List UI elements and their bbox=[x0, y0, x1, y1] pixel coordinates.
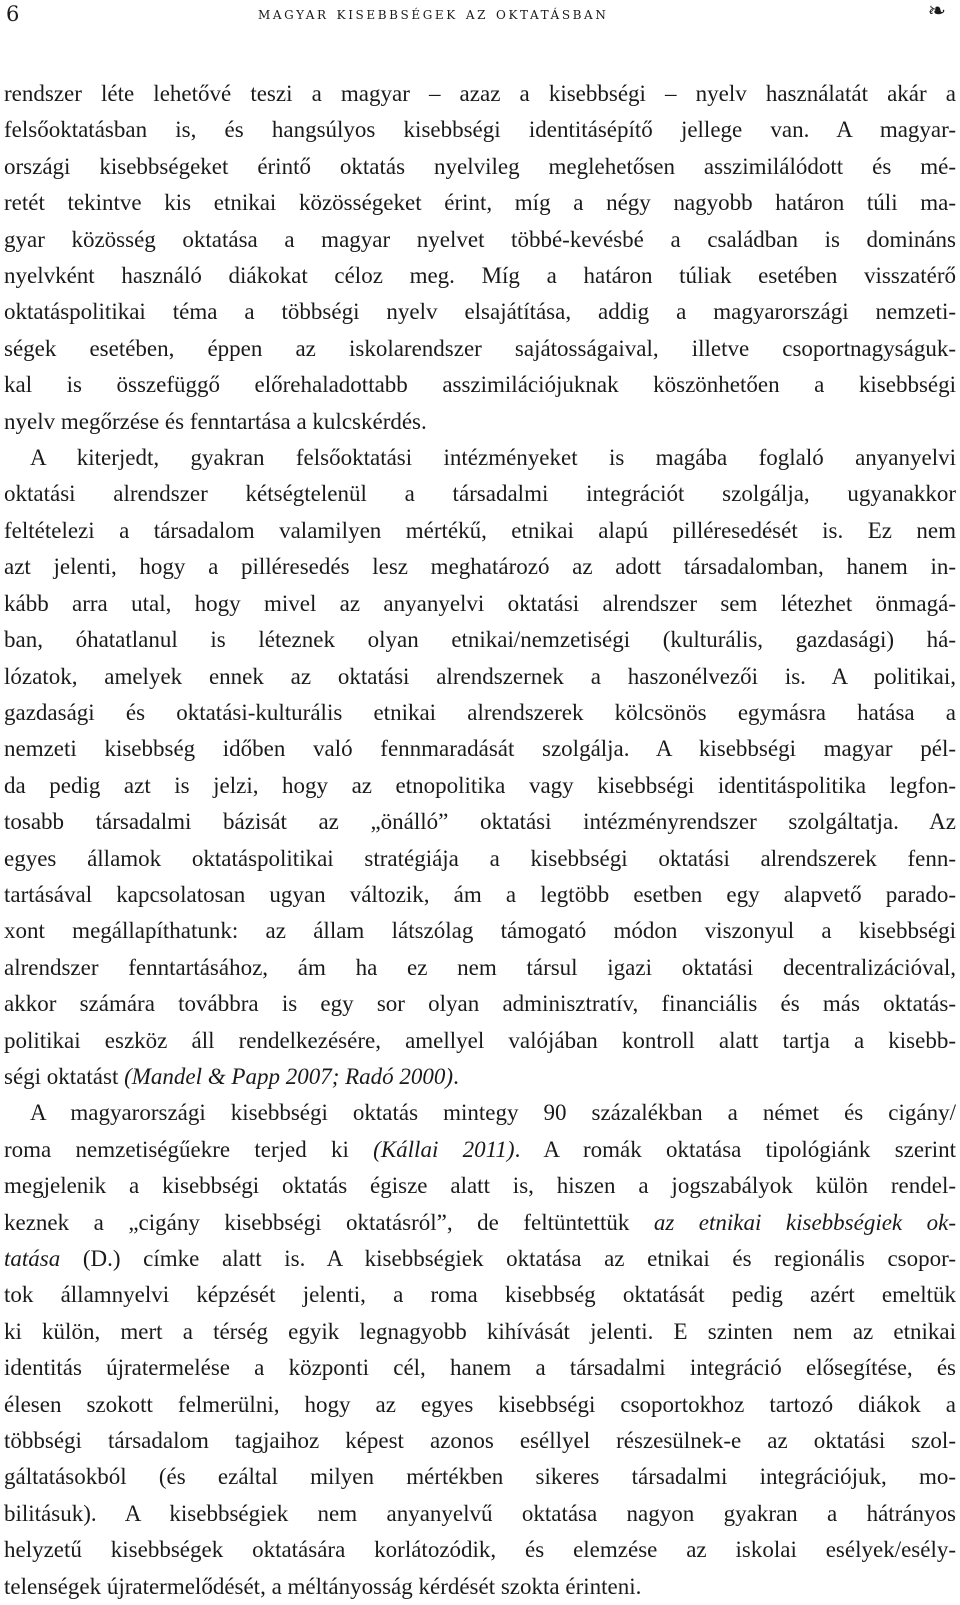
text-line: identitás újratermelése a központi cél, hanem a társadalmi integráció elősegítése, és bbox=[4, 1355, 956, 1381]
floral-heart-icon: ❧ bbox=[927, 0, 946, 24]
running-title: magyar kisebbségek az oktatásban bbox=[258, 4, 609, 24]
text-line: da pedig azt is jelzi, hogy az etnopolitika vagy kisebbségi identitáspolitika legfon- bbox=[4, 772, 956, 798]
text-line: megjelenik a kisebbségi oktatás égisze alatt is, hiszen a jogszabályok külön rendel- bbox=[4, 1173, 956, 1199]
text-line: alrendszer fenntartásához, ám ha ez nem társul igazi oktatási decentralizációval, bbox=[4, 954, 956, 980]
text-line: tosabb társadalmi bázisát az „önálló” oktatási intézményrendszer szolgáltatja. Az bbox=[4, 809, 956, 835]
text-line: ségek esetében, éppen az iskolarendszer sajátosságaival, illetve csoportnagyságuk- bbox=[4, 335, 956, 361]
paragraph bbox=[4, 440, 956, 1095]
text-line: xont megállapíthatunk: az állam látszólag támogató módon viszonyul a kisebbségi bbox=[4, 918, 956, 944]
text-line: A kiterjedt, gyakran felsőoktatási intézményeket is magába foglaló anyanyelvi bbox=[30, 445, 956, 471]
text-line: lózatok, amelyek ennek az oktatási alrendszernek a haszonélvezői is. A politikai, bbox=[4, 663, 956, 689]
text-line: felsőoktatásban is, és hangsúlyos kisebbségi identitásépítő jellege van. A magyar- bbox=[4, 117, 956, 143]
text-line: rendszer léte lehetővé teszi a magyar – azaz a kisebbségi – nyelv használatát akár a bbox=[4, 81, 956, 106]
text-line: helyzetű kisebbségek oktatására korlátozódik, és elemzése az iskolai esélyek/esély- bbox=[4, 1537, 956, 1563]
text-line: ki külön, mert a térség egyik legnagyobb kihívását jelenti. E szinten nem az etnikai bbox=[4, 1318, 956, 1344]
paragraph bbox=[4, 76, 956, 440]
text-line: oktatási alrendszer kétségtelenül a társadalmi integrációt szolgálja, ugyanakkor bbox=[4, 481, 956, 507]
text-line: kal is összefüggő előrehaladottabb asszimilációjuknak köszönhetően a kisebbségi bbox=[4, 372, 956, 398]
text-line: gáltatásokból (és ezáltal milyen mértékben sikeres társadalmi integrációjuk, mo- bbox=[4, 1464, 956, 1490]
text-line: élesen szokott felmerülni, hogy az egyes kisebbségi csoportokhoz tartozó diákok a bbox=[4, 1391, 956, 1417]
text-line: kább arra utal, hogy mivel az anyanyelvi oktatási alrendszer sem létezhet önmagá- bbox=[4, 590, 956, 616]
paragraph bbox=[4, 1095, 956, 1605]
text-line: akkor számára továbbra is egy sor olyan adminisztratív, financiális és más oktatás- bbox=[4, 991, 956, 1017]
text-line: nyelvként használó diákokat céloz meg. Míg a határon túliak esetében visszatérő bbox=[4, 263, 956, 289]
text-line: ban, óhatatlanul is léteznek olyan etnikai/nemzetiségi (kulturális, gazdasági) há- bbox=[4, 627, 956, 653]
text-line: tatása (D.) címke alatt is. A kisebbségiek oktatása az etnikai és regionális csopor- bbox=[4, 1246, 956, 1271]
text-line: többségi társadalom tagjaihoz képest azonos eséllyel részesülnek-e az oktatási szol- bbox=[4, 1428, 956, 1454]
text-line: oktatáspolitikai téma a többségi nyelv elsajátítása, addig a magyarországi nemzeti- bbox=[4, 299, 956, 325]
text-line: azt jelenti, hogy a pilléresedés lesz meghatározó az adott társadalomban, hanem in- bbox=[4, 554, 956, 580]
text-line: tok államnyelvi képzését jelenti, a roma kisebbség oktatását pedig azért emeltük bbox=[4, 1282, 956, 1308]
text-line: retét tekintve kis etnikai közösségeket érint, míg a négy nagyobb határon túli ma- bbox=[4, 190, 956, 216]
text-line: egyes államok oktatáspolitikai stratégiája a kisebbségi oktatási alrendszerek fenn- bbox=[4, 845, 956, 871]
text-line: politikai eszköz áll rendelkezésére, amellyel valójában kontroll alatt tartja a kisebb- bbox=[4, 1027, 956, 1053]
text-line: telenségek újratermelődését, a méltányosság kérdését szokta érinteni. bbox=[4, 1573, 642, 1599]
text-line: országi kisebbségeket érintő oktatás nyelvileg meglehetősen asszimilálódott és mé- bbox=[4, 153, 956, 179]
text-line: roma nemzetiségűekre terjed ki (Kállai 2011). A romák oktatása tipológiánk szerint bbox=[4, 1136, 956, 1162]
text-line: gyar közösség oktatása a magyar nyelvet többé-kevésbé a családban is domináns bbox=[4, 226, 956, 252]
running-header bbox=[0, 0, 960, 30]
text-line: keznek a „cigány kisebbségi oktatásról”, de feltüntettük az etnikai kisebbségiek ok- bbox=[4, 1209, 956, 1235]
body-text bbox=[4, 76, 956, 1605]
text-line: ségi oktatást (Mandel & Papp 2007; Radó 2000). bbox=[4, 1063, 459, 1089]
text-line: nemzeti kisebbség időben való fennmaradását szolgálja. A kisebbségi magyar pél- bbox=[4, 736, 956, 762]
text-line: A magyarországi kisebbségi oktatás mintegy 90 százalékban a német és cigány/ bbox=[30, 1100, 956, 1126]
text-line: gazdasági és oktatási-kulturális etnikai alrendszerek kölcsönös egymásra hatása a bbox=[4, 699, 956, 725]
page-number: 6 bbox=[6, 2, 20, 26]
text-line: tartásával kapcsolatosan ugyan változik, ám a legtöbb esetben egy alapvető parado- bbox=[4, 881, 956, 907]
text-line: feltételezi a társadalom valamilyen mértékű, etnikai alapú pilléresedését is. Ez nem bbox=[4, 517, 956, 543]
text-line: nyelv megőrzése és fenntartása a kulcskérdés. bbox=[4, 408, 427, 434]
text-line: bilitásuk). A kisebbségiek nem anyanyelvű oktatása nagyon gyakran a hátrányos bbox=[4, 1500, 956, 1526]
